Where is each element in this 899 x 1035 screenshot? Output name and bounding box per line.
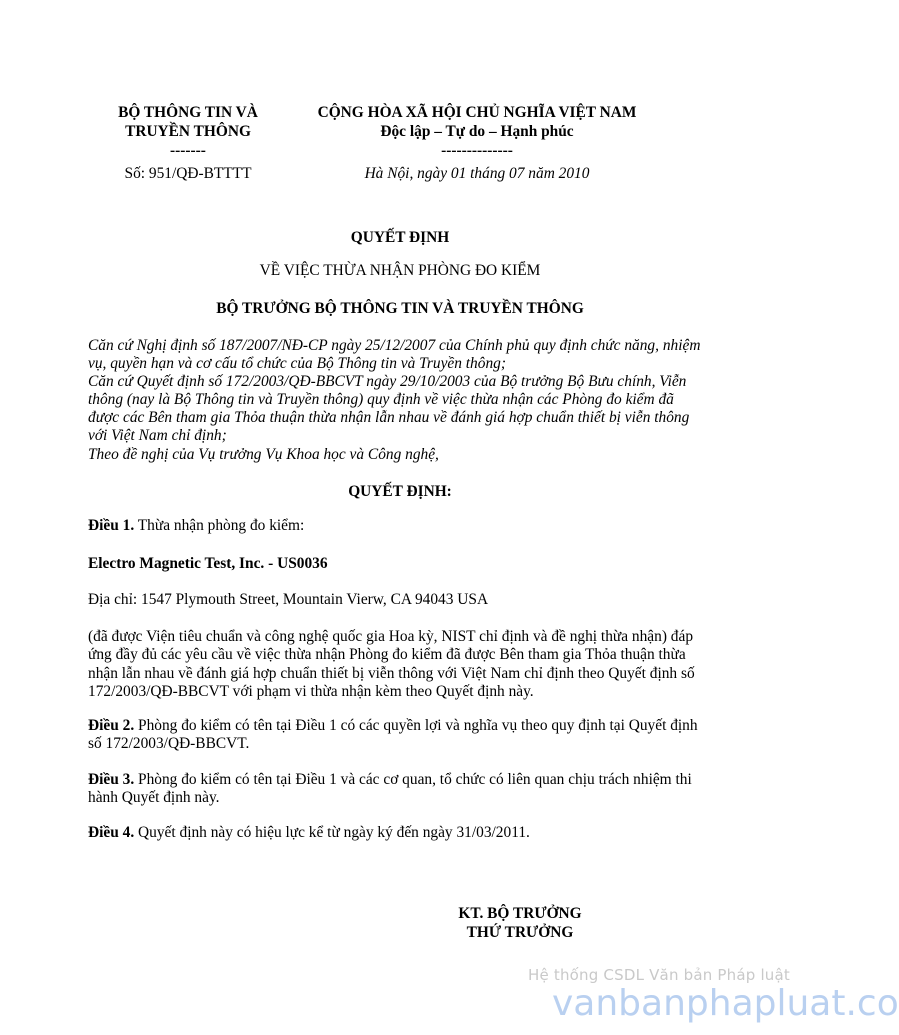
nation-name: CỘNG HÒA XÃ HỘI CHỦ NGHĨA VIỆT NAM <box>317 104 637 121</box>
signature-block <box>420 904 620 942</box>
agency-name-line1: BỘ THÔNG TIN VÀ <box>118 104 258 121</box>
national-heading <box>298 103 656 160</box>
article-text: Quyết định này có hiệu lực kể từ ngày ký đến ngày 31/03/2011. <box>134 824 530 841</box>
issuing-authority: BỘ TRƯỞNG BỘ THÔNG TIN VÀ TRUYỀN THÔNG <box>216 300 584 317</box>
document-number: Số: 951/QĐ-BTTTT <box>124 165 252 182</box>
watermark-caption: Hệ thống CSDL Văn bản Pháp luật <box>527 966 790 984</box>
article-label: Điều 2. <box>88 717 135 734</box>
article-label: Điều 4. <box>88 824 135 841</box>
agency-block <box>88 103 288 160</box>
article-2 <box>88 717 708 754</box>
agency-rule: ------- <box>170 142 206 159</box>
place-date: Hà Nội, ngày 01 tháng 07 năm 2010 <box>364 165 590 182</box>
national-motto: Độc lập – Tự do – Hạnh phúc <box>380 123 574 140</box>
article-text: Phòng đo kiểm có tên tại Điều 1 có các quyền lợi và nghĩa vụ theo quy định tại Quyết định số 172/2003/QĐ-BBCVT. <box>88 717 698 753</box>
lab-name: Electro Magnetic Test, Inc. - US0036 <box>88 555 328 572</box>
signer-position: THỨ TRƯỞNG <box>466 924 574 941</box>
motto-rule: -------------- <box>441 142 513 159</box>
preamble-item: Căn cứ Quyết định số 172/2003/QĐ-BBCVT ngày 29/10/2003 của Bộ trưởng Bộ Bưu chính, Viễn thông (nay là Bộ Thông tin và Truyền thông) quy định về việc thừa nhận các Phòng đo kiểm đã được các Bên tham gia Thỏa thuận thừa nhận lẫn nhau về đánh giá hợp chuẩn thiết bị viễn thông với Việt Nam chỉ định; <box>88 373 690 445</box>
legal-basis-preamble <box>88 337 708 464</box>
watermark-site: vanbanphapluat.co <box>552 983 899 1024</box>
agency-name-line2: TRUYỀN THÔNG <box>125 123 251 140</box>
article-3 <box>88 771 708 808</box>
article-text: Phòng đo kiểm có tên tại Điều 1 và các cơ quan, tổ chức có liên quan chịu trách nhiệm thi hành Quyết định này. <box>88 771 692 807</box>
article-label: Điều 3. <box>88 771 135 788</box>
article-1 <box>88 517 708 535</box>
preamble-item: Theo đề nghị của Vụ trưởng Vụ Khoa học và Công nghệ, <box>88 445 439 463</box>
article-label: Điều 1. <box>88 517 135 534</box>
recognition-note: (đã được Viện tiêu chuẩn và công nghệ quốc gia Hoa kỳ, NIST chỉ định và đề nghị thừa nhận) đáp ứng đầy đủ các yêu cầu về việc thừa nhận Phòng đo kiểm đã được Bên tham gia Thỏa thuận thừa nhận lẫn nhau về đánh giá hợp chuẩn thiết bị viễn thông với Việt Nam chỉ định theo Quyết định số 172/2003/QĐ-BBCVT với phạm vi thừa nhận kèm theo Quyết định này. <box>88 628 695 701</box>
preamble-item: Căn cứ Nghị định số 187/2007/NĐ-CP ngày 25/12/2007 của Chính phủ quy định chức năng, nhiệm vụ, quyền hạn và cơ cấu tổ chức của Bộ Thông tin và Truyền thông; <box>88 337 701 373</box>
decision-heading: QUYẾT ĐỊNH: <box>348 483 452 500</box>
lab-address: Địa chỉ: 1547 Plymouth Street, Mountain Vierw, CA 94043 USA <box>88 591 489 608</box>
signer-title: KT. BỘ TRƯỞNG <box>458 905 582 922</box>
document-subject: VỀ VIỆC THỪA NHẬN PHÒNG ĐO KIỂM <box>259 262 541 279</box>
article-4 <box>88 824 708 842</box>
document-type-title: QUYẾT ĐỊNH <box>350 229 450 246</box>
article-text: Thừa nhận phòng đo kiểm: <box>134 517 305 534</box>
